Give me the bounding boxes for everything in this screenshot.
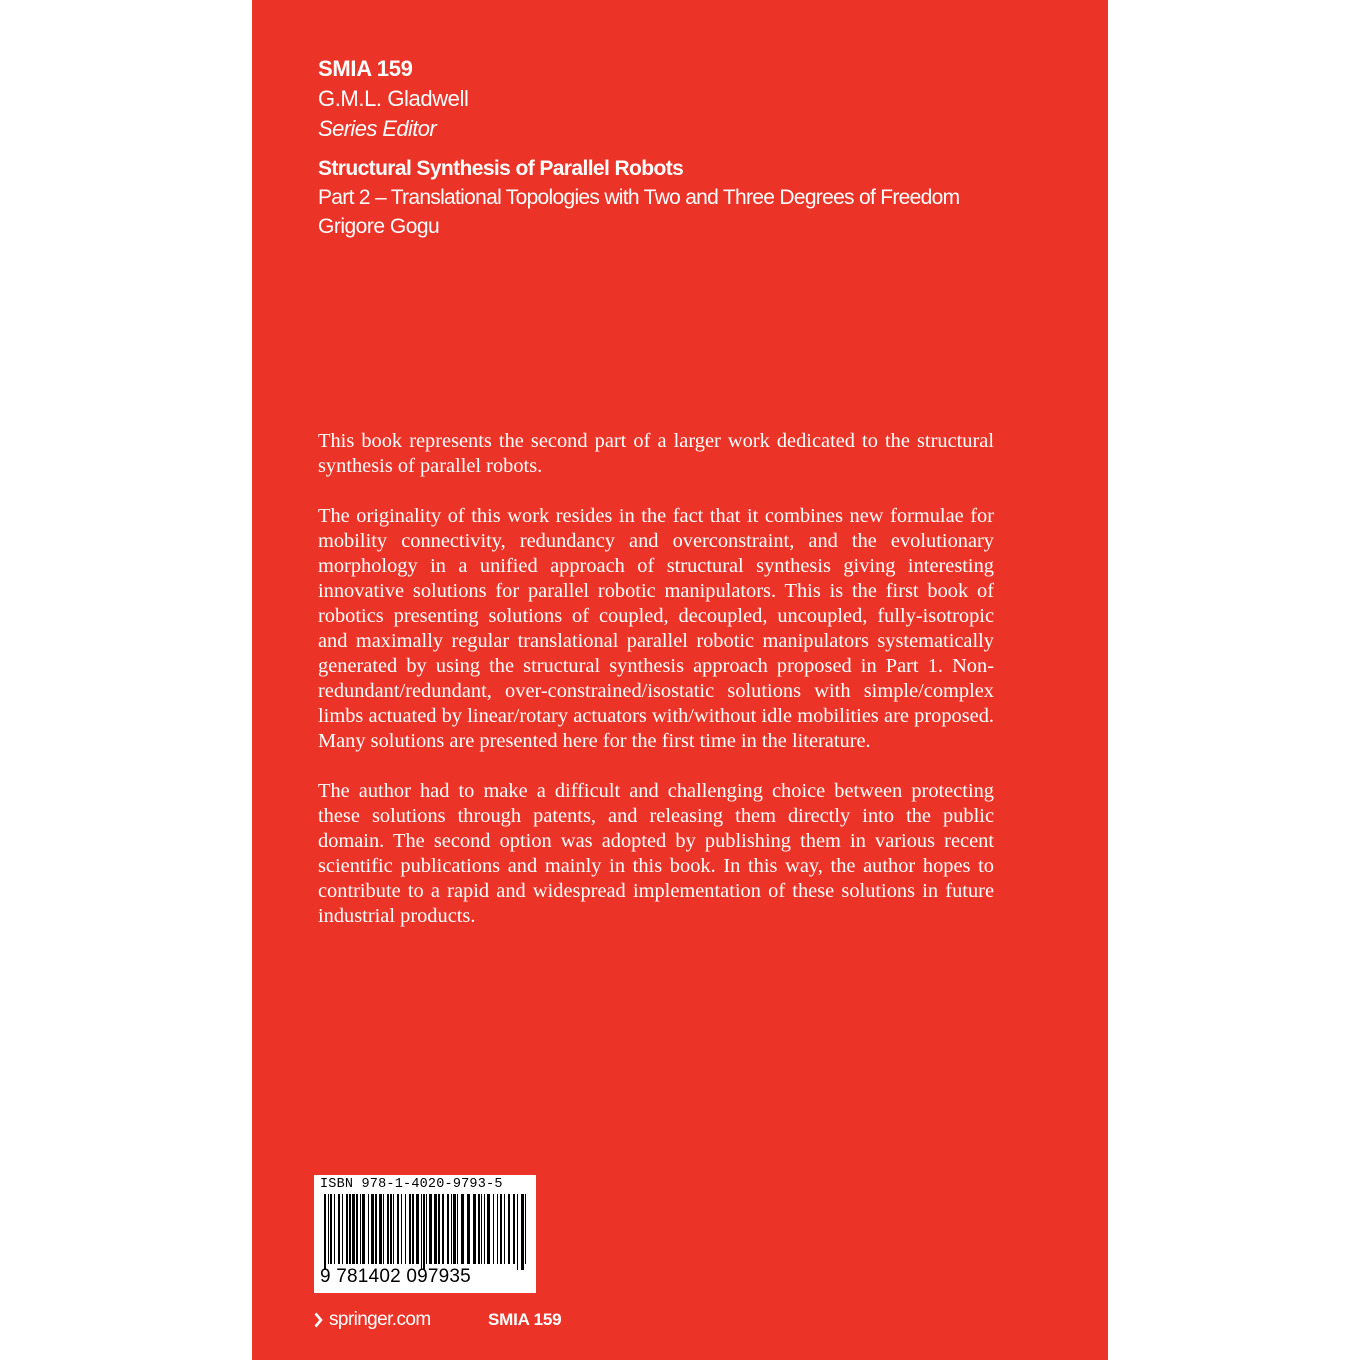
publisher-site-text: springer.com xyxy=(329,1309,431,1330)
chevron-right-icon xyxy=(314,1312,323,1328)
description-paragraph-2: The originality of this work resides in the fact that it combines new formulae for mobility connectivity, redundancy and overconstraint, and the evolutionary morphology in a unified approach of structural synthesis giving interesting innovative solutions for parallel robotic manipulators. This is the first book of robotics presenting solutions of coupled, decoupled, uncoupled, fully-isotropic and maximally regular translational parallel robotic manipulators systematically generated by using the structural synthesis approach proposed in Part 1. Non-redundant/redundant, over-constrained/isostatic solutions with simple/complex limbs actuated by linear/rotary actuators with/without idle mobilities are proposed. Many solutions are presented here for the first time in the literature. xyxy=(318,505,994,752)
series-number: SMIA 159 xyxy=(318,56,413,81)
series-code: SMIA 159 xyxy=(488,1310,562,1329)
barcode-bars-icon xyxy=(320,1194,530,1270)
publisher-link[interactable] xyxy=(314,1306,431,1334)
book-subtitle: Part 2 – Translational Topologies with Two and Three Degrees of Freedom xyxy=(318,186,960,209)
description-paragraph-1: This book represents the second part of a larger work dedicated to the structural synthesis of parallel robots. xyxy=(318,430,994,477)
book-description xyxy=(318,429,994,954)
series-editor-name: G.M.L. Gladwell xyxy=(318,86,469,111)
book-author: Grigore Gogu xyxy=(318,215,440,238)
book-back-cover xyxy=(252,0,1108,1360)
ean-digits: 9 781402 097935 xyxy=(320,1266,471,1287)
isbn-label: ISBN 978-1-4020-9793-5 xyxy=(320,1177,503,1192)
cover-header xyxy=(318,54,1038,241)
isbn-barcode xyxy=(314,1175,536,1293)
series-editor-role: Series Editor xyxy=(318,116,437,141)
book-title: Structural Synthesis of Parallel Robots xyxy=(318,157,684,180)
description-paragraph-3: The author had to make a difficult and challenging choice between protecting these solutions through patents, and releasing them directly into the public domain. The second option was adopted by publishing them in various recent scientific publications and mainly in this book. In this way, the author hopes to contribute to a rapid and widespread implementation of these solutions in future industrial products. xyxy=(318,780,994,927)
cover-footer xyxy=(314,1306,614,1336)
